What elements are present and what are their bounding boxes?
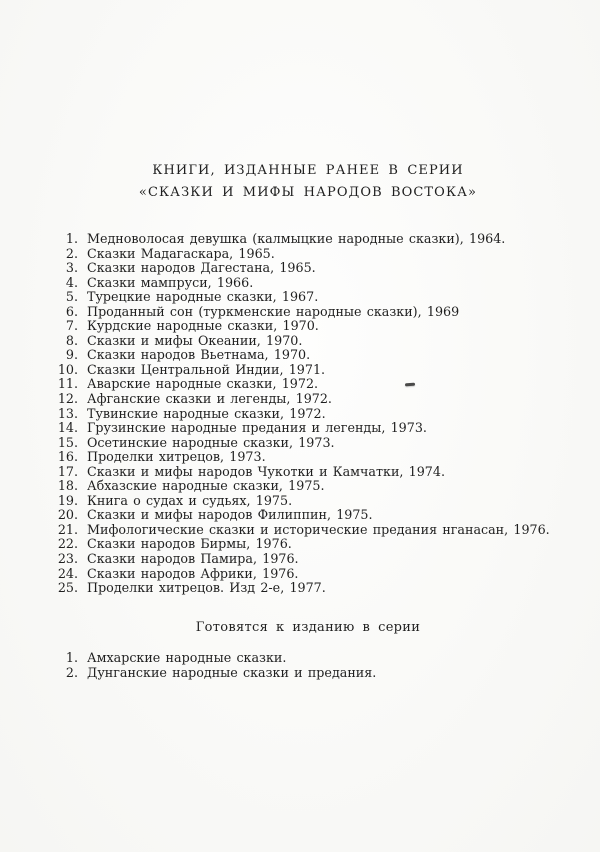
list-item-number: 11.: [57, 376, 78, 392]
list-item-text: Сказки и мифы народов Чукотки и Камчатки, 1974.: [87, 463, 445, 479]
list-item-text: Сказки мампруси, 1966.: [87, 274, 254, 290]
list-item: [0, 276, 550, 291]
list-item: [0, 261, 550, 276]
list-item-number: 23.: [57, 551, 78, 567]
list-item: [0, 552, 550, 567]
list-item: [0, 537, 550, 552]
list-item-number: 24.: [57, 565, 78, 581]
list-item: [0, 232, 550, 247]
list-item-text: Аварские народные сказки, 1972.: [87, 376, 319, 392]
list-item-number: 22.: [57, 536, 78, 552]
list-item-text: Книга о судах и судьях, 1975.: [87, 492, 293, 508]
list-item-number: 8.: [65, 332, 78, 348]
list-item-number: 1.: [65, 650, 78, 665]
list-item-text: Сказки Центральной Индии, 1971.: [87, 361, 326, 377]
list-item-text: Курдские народные сказки, 1970.: [87, 318, 319, 334]
list-item-number: 9.: [65, 347, 78, 363]
list-item: [0, 651, 376, 666]
list-item: [0, 421, 550, 436]
upcoming-heading: Готовятся к изданию в серии: [195, 620, 421, 635]
list-item-text: Турецкие народные сказки, 1967.: [87, 289, 319, 305]
list-item-text: Сказки народов Дагестана, 1965.: [87, 260, 316, 276]
list-item: [0, 666, 376, 681]
list-item-text: Осетинские народные сказки, 1973.: [87, 434, 335, 450]
list-item-number: 20.: [57, 507, 78, 523]
list-item: [0, 523, 550, 538]
list-item: [0, 392, 550, 407]
list-item-text: Мифологические сказки и исторические предания нганасан, 1976.: [87, 521, 550, 537]
list-item-text: Сказки и мифы Океании, 1970.: [87, 332, 303, 348]
list-item-number: 1.: [65, 231, 78, 246]
upcoming-books-list: [0, 651, 376, 680]
list-item-text: Амхарские народные сказки.: [87, 650, 287, 665]
list-item: [0, 436, 550, 451]
list-item-number: 21.: [57, 521, 78, 537]
list-item-number: 25.: [57, 580, 78, 596]
list-item: [0, 479, 550, 494]
list-item: [0, 363, 550, 378]
list-item-number: 7.: [65, 318, 78, 334]
list-item-number: 6.: [65, 303, 78, 319]
list-item: [0, 305, 550, 320]
published-books-list: [0, 232, 550, 596]
list-item-text: Сказки и мифы народов Филиппин, 1975.: [87, 507, 373, 523]
list-item-text: Тувинские народные сказки, 1972.: [87, 405, 326, 421]
list-item-number: 4.: [65, 274, 78, 290]
list-item-text: Проданный сон (туркменские народные сказки), 1969: [87, 303, 460, 319]
list-item: [0, 377, 550, 392]
list-item: [0, 319, 550, 334]
list-item-number: 17.: [57, 463, 78, 479]
list-item: [0, 508, 550, 523]
list-item-text: Афганские сказки и легенды, 1972.: [87, 391, 332, 407]
list-item: [0, 247, 550, 262]
list-item-text: Абхазские народные сказки, 1975.: [87, 478, 325, 494]
list-item-text: Проделки хитрецов, 1973.: [87, 449, 266, 465]
list-item: [0, 465, 550, 480]
list-item: [0, 407, 550, 422]
section-title-line2: «СКАЗКИ И МИФЫ НАРОДОВ ВОСТОКА»: [138, 185, 478, 200]
list-item: [0, 581, 550, 596]
list-item-number: 10.: [57, 361, 78, 377]
list-item-number: 3.: [65, 260, 78, 276]
list-item-number: 13.: [57, 405, 78, 421]
list-item-text: Проделки хитрецов. Изд 2-е, 1977.: [87, 580, 326, 596]
list-item-number: 18.: [57, 478, 78, 494]
list-item-number: 16.: [57, 449, 78, 465]
list-item-number: 2.: [65, 664, 78, 680]
list-item-number: 12.: [57, 391, 78, 407]
list-item-text: Сказки народов Памира, 1976.: [87, 551, 299, 567]
list-item-text: Сказки народов Африки, 1976.: [87, 565, 299, 581]
list-item-number: 2.: [65, 245, 78, 261]
list-item: [0, 567, 550, 582]
list-item-text: Грузинские народные предания и легенды, 1973.: [87, 420, 427, 436]
list-item: [0, 334, 550, 349]
list-item: [0, 290, 550, 305]
list-item-text: Сказки народов Вьетнама, 1970.: [87, 347, 311, 363]
list-item: [0, 348, 550, 363]
list-item-text: Дунганские народные сказки и предания.: [87, 664, 377, 680]
list-item-number: 15.: [57, 434, 78, 450]
list-item-number: 14.: [57, 420, 78, 436]
list-item-text: Сказки народов Бирмы, 1976.: [87, 536, 292, 552]
list-item-text: Сказки Мадагаскара, 1965.: [87, 245, 275, 261]
list-item: [0, 494, 550, 509]
list-item-number: 5.: [65, 289, 78, 305]
list-item-text: Медноволосая девушка (калмыцкие народные сказки), 1964.: [87, 231, 506, 246]
list-item-number: 19.: [57, 492, 78, 508]
section-title-line1: КНИГИ, ИЗДАННЫЕ РАНЕЕ В СЕРИИ: [152, 163, 464, 178]
section-title: [16, 160, 600, 204]
list-item: [0, 450, 550, 465]
